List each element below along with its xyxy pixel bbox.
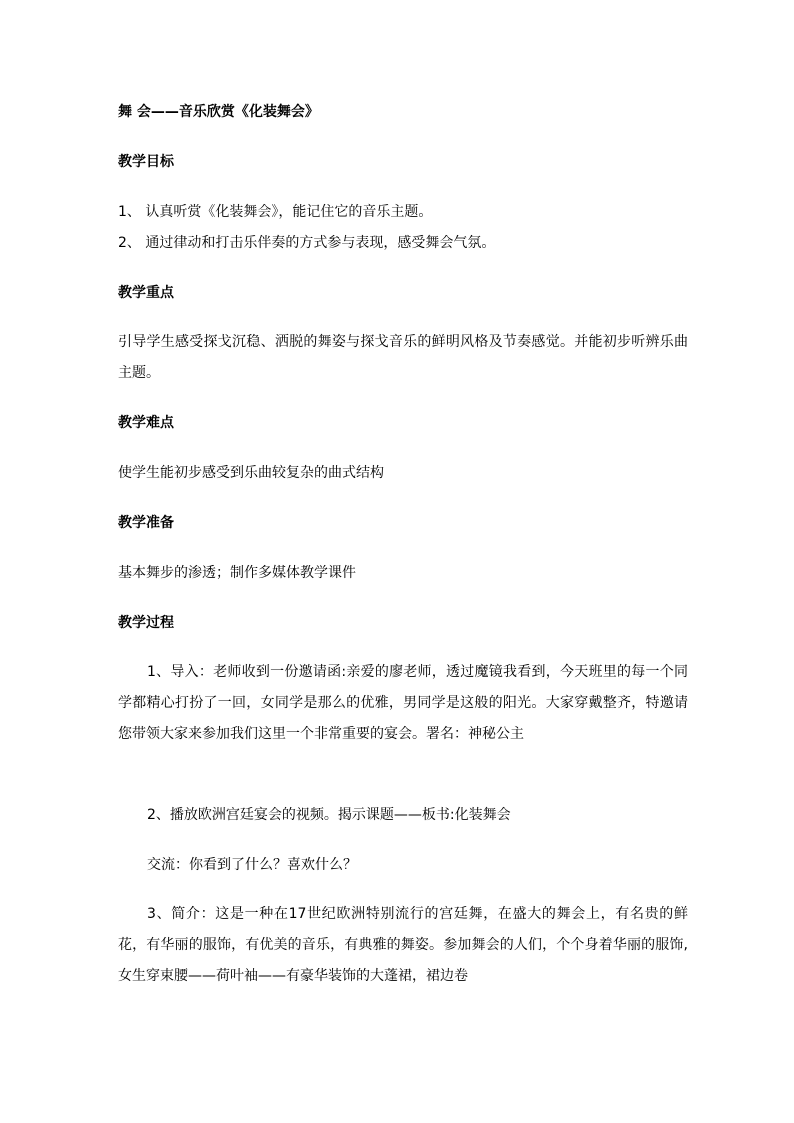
preparation-text: 基本舞步的渗透；制作多媒体教学课件	[118, 565, 356, 581]
key-points-heading: 教学重点	[118, 285, 174, 301]
process-step-2: 2、播放欧洲宫廷宴会的视频。揭示课题——板书:化装舞会	[147, 807, 511, 823]
key-points-text: 引导学生感受探戈沉稳、洒脱的舞姿与探戈音乐的鲜明风格及节奏感觉。并能初步听辨乐曲主题。	[118, 334, 688, 381]
difficulties-heading: 教学难点	[118, 415, 174, 431]
process-exchange: 交流：你看到了什么？喜欢什么？	[147, 857, 357, 873]
document-title: 舞 会——音乐欣赏《化装舞会》	[118, 104, 319, 120]
difficulties-text: 使学生能初步感受到乐曲较复杂的曲式结构	[118, 465, 384, 481]
process-heading: 教学过程	[118, 615, 174, 631]
process-step-1: 1、导入：老师收到一份邀请函:亲爱的廖老师，透过魔镜我看到，今天班里的每一个同学都精心打扮了一回，女同学是那么的优雅，男同学是这般的阳光。大家穿戴整齐，特邀请您带领大家来参加我们这里一个非常重要的宴会。署名：神秘公主	[118, 664, 688, 742]
process-step-3: 3、简介：这是一种在17世纪欧洲特别流行的宫廷舞，在盛大的舞会上，有名贵的鲜花，有华丽的服饰，有优美的音乐，有典雅的舞姿。参加舞会的人们，个个身着华丽的服饰,女生穿束腰——荷叶袖——有豪华装饰的大蓬裙，裙边卷	[118, 906, 688, 984]
preparation-heading: 教学准备	[118, 515, 174, 531]
goal-item-1: 1、 认真听赏《化装舞会》，能记住它的音乐主题。	[118, 204, 433, 220]
goal-item-2: 2、 通过律动和打击乐伴奏的方式参与表现，感受舞会气氛。	[118, 235, 496, 251]
goals-heading: 教学目标	[118, 154, 174, 170]
